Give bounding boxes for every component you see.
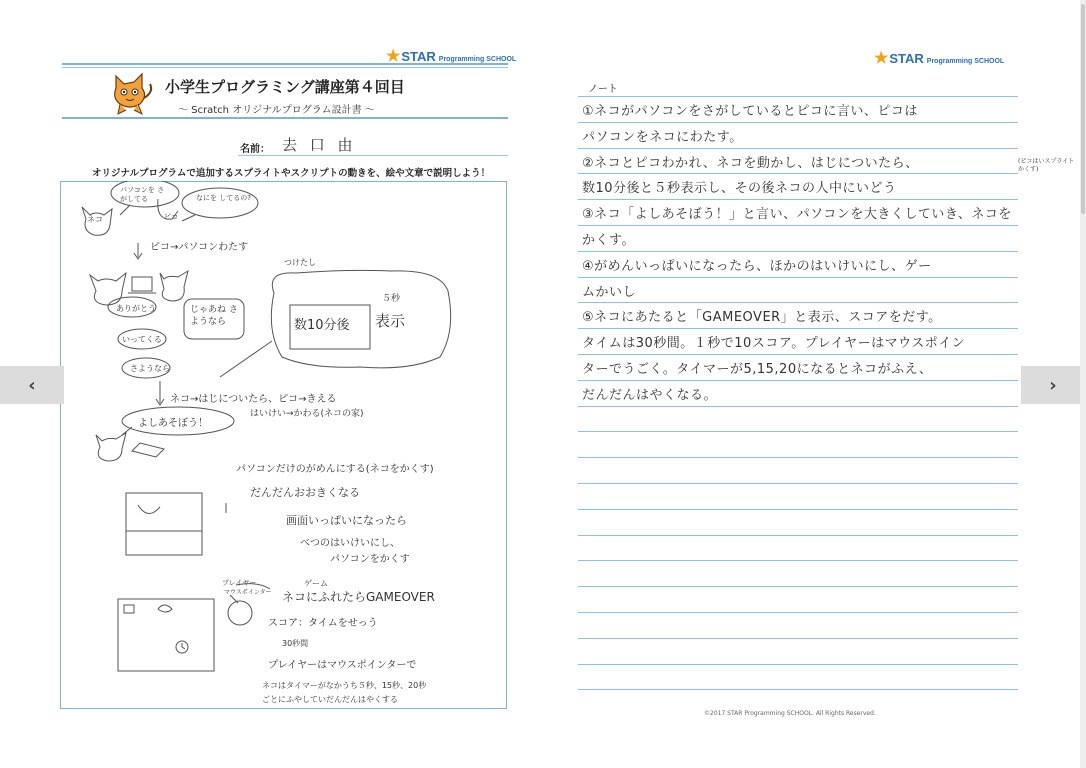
page-title: 小学生プログラミング講座第４回目 (165, 78, 405, 96)
name-label: 名前： (240, 144, 270, 155)
chevron-right-icon: › (1049, 374, 1057, 396)
title-rule (62, 117, 508, 119)
sketch-player-sub: マウスポインター (224, 589, 272, 596)
left-logo: ★STAR Programming SCHOOL (386, 48, 517, 65)
note-rule-line (578, 586, 1018, 587)
note-rule-line (578, 173, 1018, 174)
chevron-left-icon: ‹ (28, 374, 36, 396)
sketch-game-e: ネコはタイマーがなかうち５秒、15秒、20秒 (262, 681, 427, 690)
note-rule-line (578, 664, 1018, 665)
next-page-button[interactable] (1021, 366, 1085, 404)
sketch-bubble-what: なにを してるの? (196, 194, 251, 202)
sketch-player-label: プレイヤー (222, 579, 257, 587)
note-rule-line (578, 225, 1018, 226)
note-text-line: タイムは30秒間。１秒で10スコア。プレイヤーはマウスポイン (582, 336, 966, 352)
star-logo-icon: ★ (874, 50, 889, 67)
sketch-game-b: スコア：タイムをせっう (268, 618, 378, 629)
note-rule-line (578, 199, 1018, 200)
sketch-yoshi: よしあそぼう！ (138, 418, 208, 429)
note-rule-line (578, 689, 1018, 690)
note-rule-line (578, 302, 1018, 303)
note-rule-line (578, 96, 1018, 97)
note-text-line: ターでうごく。タイマーが5,15,20になるとネコがふえ、 (582, 362, 933, 377)
note-rule-line (578, 509, 1018, 510)
scrollbar[interactable] (1080, 0, 1086, 768)
sketch-tsuketashi: つけたし (284, 258, 316, 267)
sketch-step2b: はいけい→かわる(ネコの家) (250, 409, 364, 419)
sketch-hyouji: 表示 (375, 312, 406, 330)
note-rule-line (578, 431, 1018, 432)
sketch-game-c: 30秒間 (282, 639, 309, 648)
sketch-grow-e: パソコンをかくす (330, 554, 410, 565)
name-underline (238, 155, 508, 156)
sketch-grow-a: パソコンだけのがめんにする(ネコをかくす) (236, 464, 434, 475)
note-rule-line (578, 560, 1018, 561)
cat-mascot-icon (104, 70, 156, 116)
note-text-line: かくす。 (582, 233, 635, 248)
note-rule-line (578, 277, 1018, 278)
sketch-game-f: ごとにふやしていだんだんはやくする (262, 695, 398, 704)
note-rule-line (578, 380, 1018, 381)
note-text-line: パソコンをネコにわたす。 (582, 129, 743, 145)
note-rule-line (578, 457, 1018, 458)
sketch-game-a: ネコにふれたらGAMEOVER (282, 590, 435, 604)
sketch-arrow1: ピコ→パソコンわたす (150, 242, 249, 253)
left-header-rule (62, 63, 508, 65)
sketch-sayounara: さようなら (130, 364, 170, 373)
copyright-footer: ©2017 STAR Programming SCHOOL. All Rights Reserved. (704, 710, 876, 717)
instruction-text: オリジナルプログラムで追加するスプライトやスクリプトの動きを、絵や文章で説明しよう！ (92, 168, 491, 179)
note-text-line: 数10分後と５秒表示し、その後ネコの人中にいどう (582, 181, 897, 197)
sketch-neko-label: ネコ (87, 215, 103, 224)
right-logo: ★STAR Programming SCHOOL (874, 50, 1005, 67)
note-rule-line (578, 535, 1018, 536)
scrollbar-thumb[interactable] (1081, 4, 1085, 214)
sketch-grow-c: 画面いっぱいになったら (286, 514, 407, 527)
note-rule-line (578, 612, 1018, 613)
note-text-line: ⑤ネコにあたると「GAMEOVER」と表示、スコアをだす。 (582, 310, 942, 326)
note-rule-line (578, 406, 1018, 407)
note-rule-line (578, 354, 1018, 355)
sketch-game-label: ゲーム (304, 579, 328, 588)
sketch-bubble-search: パソコンを さがしてる (120, 186, 165, 203)
note-text-line: ③ネコ「よしあそぼう！」と言い、パソコンを大きくしていき、ネコを (582, 207, 1012, 223)
sketch-step2a: ネコ→はじについたら、ピコ→きえる (170, 394, 337, 405)
note-rule-line (578, 483, 1018, 484)
prev-page-button[interactable] (0, 366, 64, 404)
note-rule-line (578, 328, 1018, 329)
margin-note: (ピコはいスプライト かくす) (1018, 158, 1075, 173)
sketch-suujuppun: 数10分後 (294, 318, 350, 333)
left-header-rule-2 (62, 67, 508, 68)
note-rule-line (578, 251, 1018, 252)
sketch-jaane: じゃあね さようなら (190, 305, 238, 327)
note-text-line: ④がめんいっぱいになったら、ほかのはいけいにし、ゲー (582, 258, 932, 274)
sketch-piko-label: ピコ (164, 213, 178, 221)
sketch-ittekuru: いってくる (122, 335, 162, 344)
sketch-grow-b: だんだんおおきくなる (250, 486, 360, 499)
note-text-line: ①ネコがパソコンをさがしているとピコに言い、ピコは (582, 104, 918, 119)
note-rule-line (578, 148, 1018, 149)
sketch-arigatou: ありがとう (116, 304, 156, 313)
note-text-line: だんだんはやくなる。 (582, 387, 718, 403)
note-rule-line (578, 638, 1018, 639)
sketch-game-d: プレイヤーはマウスポインターで (268, 660, 417, 671)
note-text-line: ②ネコとピコわかれ、ネコを動かし、はじについたら、 (582, 155, 919, 171)
note-text-line: ムかいし (582, 284, 637, 300)
name-value: 去 口 由 (282, 136, 357, 154)
page-subtitle: ～ Scratch オリジナルプログラム設計書 ～ (178, 105, 375, 116)
star-logo-icon: ★ (386, 48, 401, 65)
note-rule-line (578, 122, 1018, 123)
note-label: ノート (588, 84, 618, 95)
sketch-five-sec: ５秒 (382, 294, 401, 304)
sketch-grow-d: べつのはいけいにし、 (300, 538, 400, 549)
